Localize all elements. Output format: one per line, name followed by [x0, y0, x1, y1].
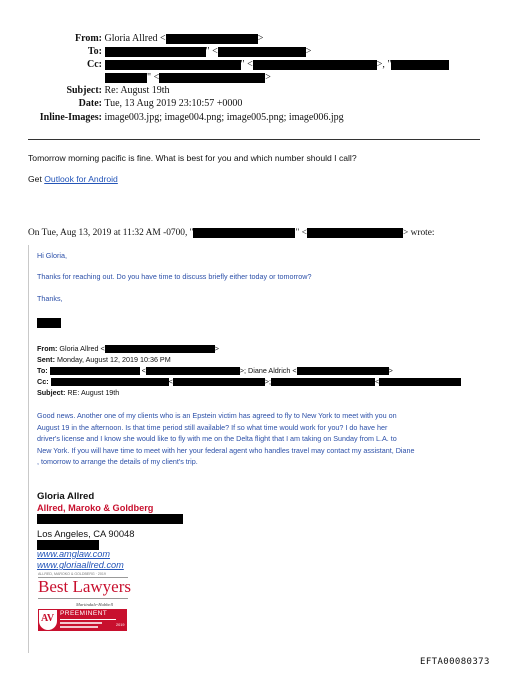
- best-lawyers-top: ALLRED, MAROKO & GOLDBERG · 2019: [38, 572, 106, 576]
- quoted-thanks: Thanks,: [37, 294, 63, 303]
- redaction-block: [51, 378, 169, 386]
- redaction-block: [166, 34, 258, 44]
- header-images-value: image003.jpg; image004.png; image005.png; image006.jpg: [104, 112, 344, 123]
- fwd-to-b: >; Diane Aldrich <: [239, 366, 297, 375]
- best-lawyers-badge: [38, 572, 132, 602]
- fwd-to-row: [37, 366, 393, 375]
- fwd-to-c: >: [388, 366, 393, 375]
- quoted-on-line: [28, 228, 435, 238]
- sig-link-gloriaallred[interactable]: www.gloriaallred.com: [37, 560, 124, 570]
- redaction-block: [146, 367, 240, 375]
- fwd-body-line: driver's license and I know she would like to fly with me on the Delta flight that I am taking on Sunday from L.A. to: [37, 434, 397, 444]
- header-cc-end: >, ": [376, 59, 392, 70]
- fwd-from-label: From:: [37, 344, 58, 353]
- av-preeminent-badge: [38, 609, 127, 631]
- redaction-block: [105, 47, 206, 57]
- redaction-block: [105, 73, 147, 83]
- reply-signature: [28, 174, 118, 184]
- header-date-label: Date:: [78, 98, 102, 109]
- quoted-body: Thanks for reaching out. Do you have time to discuss briefly either today or tomorrow?: [37, 272, 312, 281]
- sig-name: Gloria Allred: [37, 491, 95, 502]
- redaction-block: [159, 73, 265, 83]
- redaction-block: [105, 345, 215, 353]
- fwd-from-row: [37, 344, 219, 353]
- sig-firm: Allred, Maroko & Goldberg: [37, 503, 154, 513]
- header-from-value: Gloria Allred <: [104, 33, 166, 44]
- quoted-on-b: " <: [295, 228, 307, 239]
- redaction-block: [37, 514, 183, 524]
- header-cc-mid: " <: [240, 59, 253, 70]
- redaction-block: [253, 60, 377, 70]
- redaction-block: [297, 367, 389, 375]
- redaction-block: [218, 47, 306, 57]
- sig-city: Los Angeles, CA 90048: [37, 528, 135, 539]
- fwd-from-value: Gloria Allred <: [59, 344, 105, 353]
- header-date-row: [40, 98, 242, 110]
- fwd-cc-row: [37, 377, 461, 386]
- fwd-from-tail: >: [214, 344, 219, 353]
- outlook-android-link[interactable]: Outlook for Android: [44, 174, 118, 184]
- header-from-label: From:: [74, 33, 102, 44]
- header-cc2-mid: " <: [147, 72, 160, 83]
- header-divider: [28, 139, 480, 140]
- redaction-block: [379, 378, 461, 386]
- martindale-text: Martindale-Hubbell: [76, 602, 113, 607]
- redaction-block: [50, 367, 140, 375]
- fwd-cc-c: <: [375, 377, 380, 386]
- quoted-on-a: On Tue, Aug 13, 2019 at 11:32 AM -0700, ": [28, 228, 194, 239]
- header-subject-row: [40, 85, 170, 97]
- redaction-block: [307, 228, 403, 238]
- redaction-block: [391, 60, 449, 70]
- header-subject-label: Subject:: [66, 85, 102, 96]
- bates-number: EFTA00080373: [420, 657, 490, 667]
- redaction-block: [193, 228, 295, 238]
- fwd-subject-value: RE: August 19th: [67, 388, 120, 397]
- fwd-body-line: August 19 in the afternoon. Is that time period still available? If so what time would work for you? I do have her: [37, 422, 388, 432]
- header-cc2-row: [105, 72, 271, 84]
- badge-fine-print: [60, 622, 102, 624]
- fwd-to-label: To:: [37, 366, 48, 375]
- fwd-to-a: <: [141, 366, 146, 375]
- redaction-block: [37, 318, 61, 328]
- header-to-row: [40, 46, 311, 58]
- fwd-sent-label: Sent:: [37, 355, 55, 364]
- quoted-greeting: Hi Gloria,: [37, 251, 67, 260]
- header-to-tail: >: [305, 46, 312, 57]
- fwd-subject-label: Subject:: [37, 388, 66, 397]
- header-to-mid: " <: [205, 46, 218, 57]
- header-cc2-tail: >: [265, 72, 271, 83]
- header-date-value: Tue, 13 Aug 2019 23:10:57 +0000: [104, 98, 243, 109]
- badge-fine-print: [60, 626, 98, 628]
- header-to-label: To:: [87, 46, 102, 57]
- header-subject-value: Re: August 19th: [104, 85, 170, 96]
- fwd-body: [37, 410, 415, 468]
- badge-divider: [38, 598, 128, 599]
- header-images-row: [23, 112, 344, 124]
- fwd-cc-b: >;: [264, 377, 271, 386]
- get-prefix: Get: [28, 174, 45, 184]
- fwd-sent-value: Monday, August 12, 2019 10:36 PM: [56, 355, 171, 364]
- fwd-body-line: New York. If you will have time to meet with her your federal agent who handles travel may contact my assistant, Diane: [37, 445, 415, 455]
- best-lawyers-wordmark: Best Lawyers: [38, 577, 132, 596]
- redaction-block: [271, 378, 375, 386]
- redaction-block: [173, 378, 265, 386]
- quoted-on-c: > wrote:: [402, 228, 435, 239]
- header-cc-label: Cc:: [87, 59, 102, 70]
- fwd-cc-label: Cc:: [37, 377, 49, 386]
- quote-bar: [28, 245, 29, 653]
- preeminent-text: PREEMINENT: [60, 610, 108, 617]
- header-from-row: [40, 33, 263, 45]
- fwd-sent-row: [37, 355, 171, 364]
- header-cc-row: [40, 59, 449, 71]
- badge-year: 2019: [116, 623, 125, 627]
- header-images-label: Inline-Images:: [39, 112, 102, 123]
- reply-body: Tomorrow morning pacific is fine. What is best for you and which number should I call?: [28, 153, 357, 163]
- fwd-subject-row: [37, 388, 119, 397]
- fwd-body-line: , tomorrow to arrange the details of my client's trip.: [37, 457, 198, 467]
- sig-link-amglaw[interactable]: www.amglaw.com: [37, 549, 111, 559]
- av-text: AV: [41, 613, 55, 624]
- redaction-block: [105, 60, 241, 70]
- badge-rule: [60, 619, 116, 620]
- header-from-tail: >: [257, 33, 264, 44]
- fwd-cc-a: <: [168, 377, 173, 386]
- fwd-body-line: Good news. Another one of my clients who is an Epstein victim has agreed to fly to New York to meet with you on: [37, 411, 397, 420]
